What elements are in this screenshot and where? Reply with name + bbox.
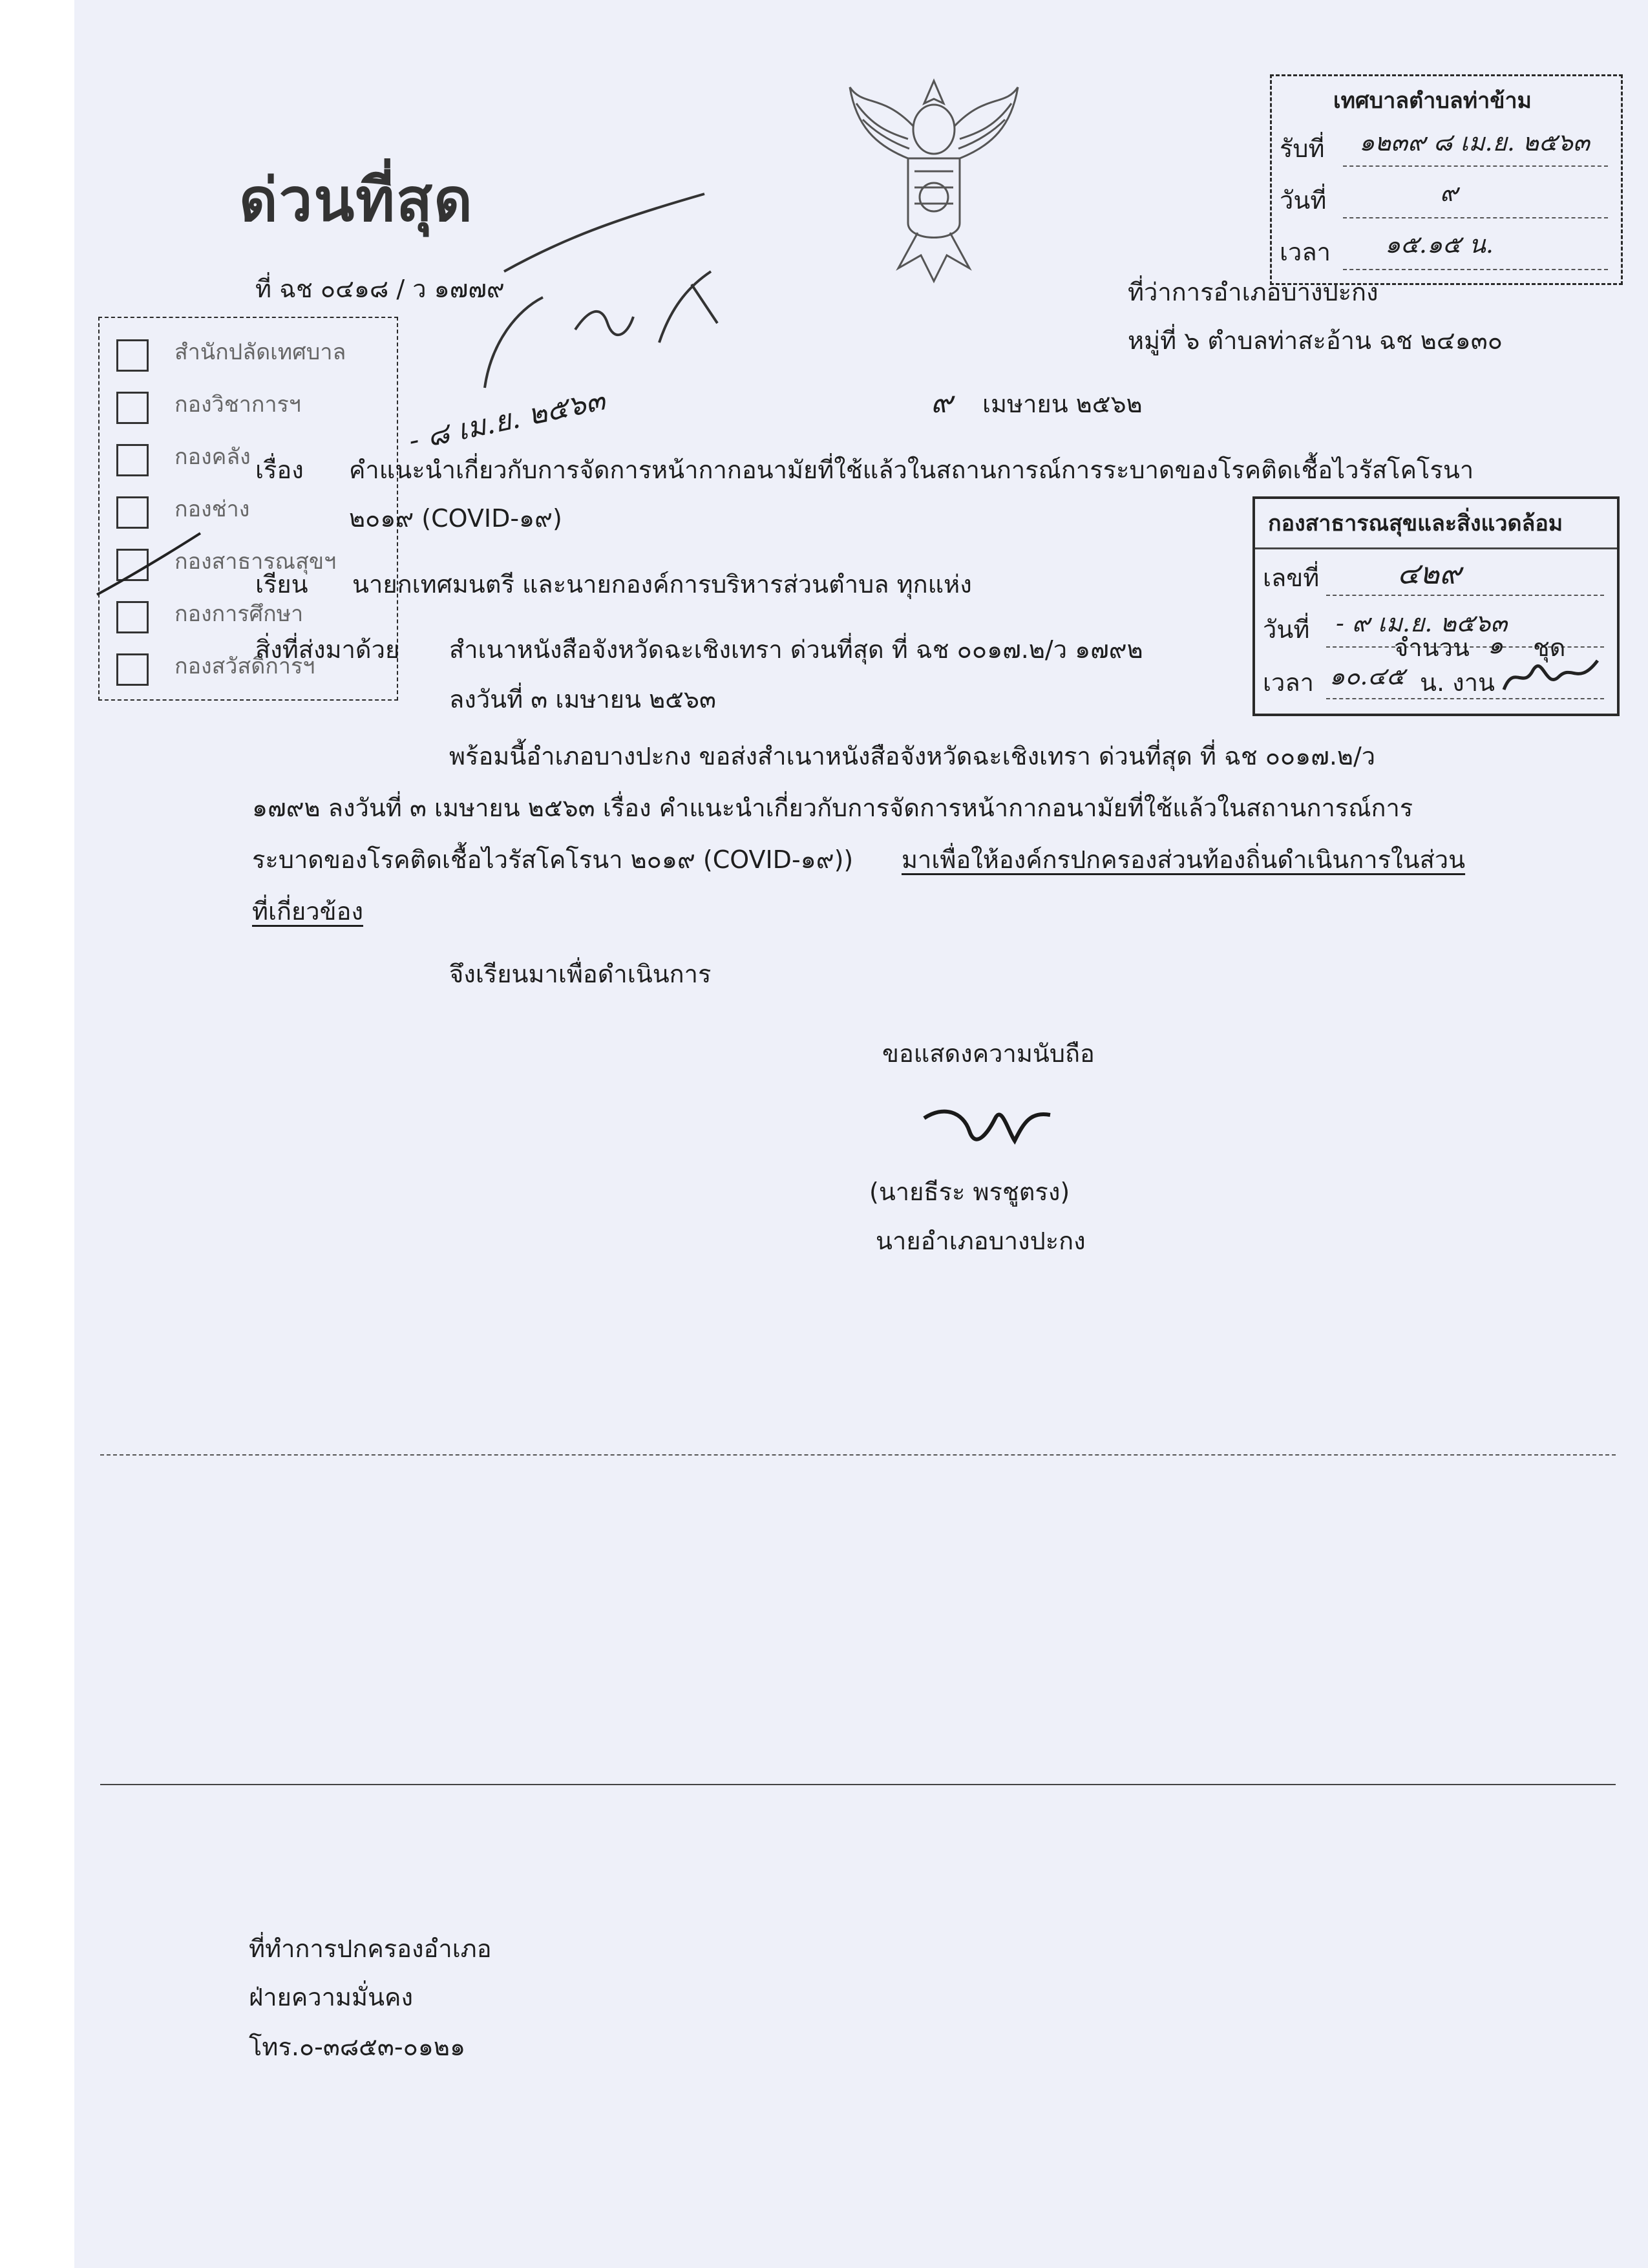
paragraph-line-3: ระบาดของโรคติดเชื้อไวรัสโคโรนา ๒๐๑๙ (COVID-๑๙)): [252, 845, 854, 874]
paragraph-line-1: พร้อมนี้อำเภอบางปะกง ขอส่งสำเนาหนังสือจังหวัดฉะเชิงเทรา ด่วนที่สุด ที่ ฉช ๐๐๑๗.๒/ว: [449, 742, 1376, 770]
enclosure-line-2: ลงวันที่ ๓ เมษายน ๒๕๖๓: [449, 685, 716, 714]
reference-number: ที่ ฉช ๐๔๑๘ / ว ๑๗๗๙: [255, 275, 505, 303]
receive-stamp-title: เทศบาลตำบลท่าข้าม: [1333, 88, 1532, 114]
handwritten-date: - ๘ เม.ย. ๒๕๖๓: [405, 383, 608, 458]
routing-checkbox[interactable]: [116, 339, 149, 372]
receive-stamp: [1270, 74, 1623, 285]
health-dept-stamp: [1252, 496, 1620, 716]
enclosure-label: สิ่งที่ส่งมาด้วย: [255, 635, 400, 664]
signature-initials-icon: [1501, 651, 1604, 703]
routing-label: กองสาธารณสุขฯ: [174, 549, 337, 575]
health-qty-value: ๑: [1488, 631, 1504, 659]
health-time-value: ๑๐.๔๕: [1329, 662, 1405, 690]
health-qty-unit: ชุด: [1533, 633, 1566, 662]
health-time-unit: น. งาน: [1420, 668, 1495, 697]
routing-checkbox[interactable]: [116, 653, 149, 686]
health-no-label: เลขที่: [1263, 564, 1320, 592]
routing-checkbox[interactable]: [116, 601, 149, 633]
routing-label: กองช่าง: [174, 496, 250, 522]
subject-line-1: คำแนะนำเกี่ยวกับการจัดการหน้ากากอนามัยที่ใช้แล้วในสถานการณ์การระบาดของโรคติดเชื้อไวรัสโคโรนา: [349, 456, 1474, 484]
routing-label: กองวิชาการฯ: [174, 392, 301, 418]
routing-label: กองคลัง: [174, 444, 251, 470]
separator-line: [100, 1454, 1616, 1456]
routing-label: สำนักปลัดเทศบาล: [174, 339, 346, 365]
paragraph-line-2: ๑๗๙๒ ลงวันที่ ๓ เมษายน ๒๕๖๓ เรื่อง คำแนะนำเกี่ยวกับการจัดการหน้ากากอนามัยที่ใช้แล้วในสถานการณ์การ: [252, 794, 1413, 822]
handwriting-scribble-icon: [446, 181, 743, 440]
health-time-label: เวลา: [1263, 668, 1314, 697]
garuda-emblem-icon: [837, 68, 1031, 288]
footer-department: ที่ทำการปกครองอำเภอ: [249, 1934, 492, 1963]
receive-date-line: [1343, 217, 1608, 218]
separator-line: [100, 1784, 1616, 1785]
date-day: ๙: [931, 385, 953, 419]
health-no-value: ๔๒๙: [1397, 556, 1461, 591]
to-label: เรียน: [255, 570, 308, 599]
routing-label: กองการศึกษา: [174, 601, 304, 627]
health-date-value: - ๙ เม.ย. ๒๕๖๓: [1336, 609, 1508, 637]
receive-no-value: ๑๒๓๙ ๘ เม.ย. ๒๕๖๓: [1359, 128, 1590, 156]
receive-time-line: [1343, 269, 1608, 270]
receive-date-label: วันที่: [1280, 186, 1327, 215]
enclosure-line-1: สำเนาหนังสือจังหวัดฉะเชิงเทรา ด่วนที่สุด ที่ ฉช ๐๐๑๗.๒/ว ๑๗๙๒: [449, 635, 1143, 664]
routing-checkbox[interactable]: [116, 444, 149, 476]
paragraph-line-3-underlined: มาเพื่อให้องค์กรปกครองส่วนท้องถิ่นดำเนินการในส่วน: [902, 845, 1466, 874]
signer-title: นายอำเภอบางปะกง: [876, 1227, 1086, 1255]
health-stamp-divider: [1255, 547, 1617, 549]
routing-checkbox[interactable]: [116, 496, 149, 529]
subject-label: เรื่อง: [255, 456, 304, 484]
health-qty-label: จำนวน: [1394, 633, 1470, 662]
paragraph-line-4-underlined: ที่เกี่ยวข้อง: [252, 897, 364, 926]
receive-no-label: รับที่: [1280, 134, 1325, 163]
date-month-year: เมษายน ๒๕๖๒: [982, 390, 1143, 418]
receive-time-label: เวลา: [1280, 238, 1331, 266]
office-name: ที่ว่าการอำเภอบางปะกง: [1128, 278, 1379, 306]
routing-checkbox[interactable]: [116, 392, 149, 424]
check-mark-icon: [94, 530, 204, 601]
signature-icon: [918, 1092, 1060, 1163]
receive-date-value: ๙: [1440, 178, 1458, 207]
signer-name: (นายธีระ พรชูตรง): [869, 1178, 1070, 1206]
urgency-heading: ด่วนที่สุด: [239, 165, 474, 235]
closing-request: จึงเรียนมาเพื่อดำเนินการ: [449, 960, 712, 988]
routing-label: กองสวัสดิการฯ: [174, 653, 315, 679]
receive-no-line: [1343, 165, 1608, 167]
footer-phone: โทร.๐-๓๘๕๓-๐๑๒๑: [249, 2033, 466, 2061]
office-address: หมู่ที่ ๖ ตำบลท่าสะอ้าน ฉช ๒๔๑๓๐: [1128, 326, 1503, 355]
health-date-label: วันที่: [1263, 615, 1310, 644]
health-no-line: [1326, 595, 1604, 596]
respect-closing: ขอแสดงความนับถือ: [882, 1039, 1095, 1068]
footer-section: ฝ่ายความมั่นคง: [249, 1983, 414, 2011]
health-stamp-title: กองสาธารณสุขและสิ่งแวดล้อม: [1268, 511, 1563, 536]
to-value: นายกเทศมนตรี และนายกองค์การบริหารส่วนตำบล ทุกแห่ง: [352, 570, 972, 599]
subject-line-2: ๒๐๑๙ (COVID-๑๙): [349, 504, 562, 533]
receive-time-value: ๑๕.๑๕ น.: [1385, 230, 1494, 259]
